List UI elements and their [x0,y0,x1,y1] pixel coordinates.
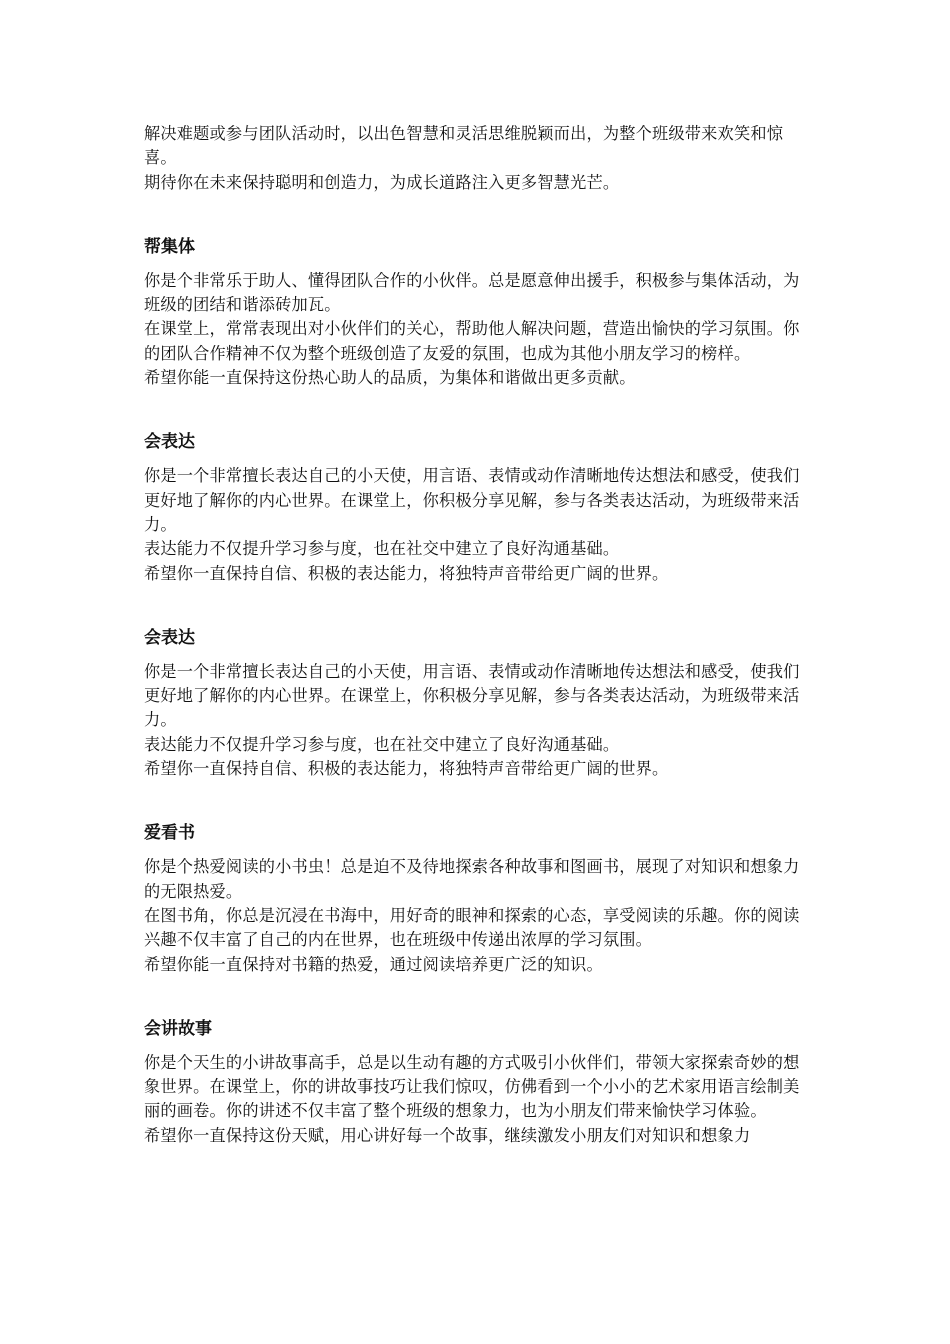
section-heading: 会表达 [144,432,195,453]
paragraph: 希望你能一直保持这份热心助人的品质，为集体和谐做出更多贡献。 [144,368,636,388]
paragraph: 希望你一直保持这份天赋，用心讲好每一个故事，继续激发小朋友们对知识和想象力 [144,1125,751,1145]
paragraph: 你是个热爱阅读的小书虫！总是迫不及待地探索各种故事和图画书，展现了对知识和想象力的无限热爱。 [144,857,800,901]
document-body [144,122,810,1148]
paragraph: 期待你在未来保持聪明和创造力，为成长道路注入更多智慧光芒。 [144,172,620,192]
intro-block [144,122,810,195]
paragraph: 希望你一直保持自信、积极的表达能力，将独特声音带给更广阔的世界。 [144,759,669,779]
section-expression-2 [144,586,810,781]
section-expression-1 [144,390,810,585]
paragraph: 在图书角，你总是沉浸在书海中，用好奇的眼神和探索的心态，享受阅读的乐趣。你的阅读兴趣不仅丰富了自己的内在世界，也在班级中传递出浓厚的学习氛围。 [144,905,800,950]
section-heading: 爱看书 [144,823,195,844]
section-storytelling [144,977,810,1148]
paragraph: 你是个非常乐于助人、懂得团队合作的小伙伴。总是愿意伸出援手，积极参与集体活动，为班级的团结和谐添砖加瓦。 [144,270,800,315]
paragraph: 在课堂上，常常表现出对小伙伴们的关心，帮助他人解决问题，营造出愉快的学习氛围。你的团队合作精神不仅为整个班级创造了友爱的氛围，也成为其他小朋友学习的榜样。 [144,319,800,363]
paragraph: 希望你一直保持自信、积极的表达能力，将独特声音带给更广阔的世界。 [144,563,669,583]
paragraph: 你是一个非常擅长表达自己的小天使，用言语、表情或动作清晰地传达想法和感受，使我们更好地了解你的内心世界。在课堂上，你积极分享见解，参与各类表达活动，为班级带来活力。 [144,661,800,730]
paragraph: 希望你能一直保持对书籍的热爱，通过阅读培养更广泛的知识。 [144,954,603,974]
paragraph: 你是个天生的小讲故事高手，总是以生动有趣的方式吸引小伙伴们，带领大家探索奇妙的想象世界。在课堂上，你的讲故事技巧让我们惊叹，仿佛看到一个小小的艺术家用语言绘制美丽的画卷。你的讲述不仅丰富了整个班级的想象力，也为小朋友们带来愉快学习体验。 [144,1052,800,1121]
section-heading: 帮集体 [144,236,195,257]
section-heading: 会表达 [144,627,195,648]
section-reading [144,781,810,976]
paragraph: 表达能力不仅提升学习参与度，也在社交中建立了良好沟通基础。 [144,734,620,754]
section-help-group [144,195,810,390]
paragraph: 解决难题或参与团队活动时，以出色智慧和灵活思维脱颖而出，为整个班级带来欢笑和惊喜。 [144,124,784,168]
paragraph: 表达能力不仅提升学习参与度，也在社交中建立了良好沟通基础。 [144,539,620,559]
paragraph: 你是一个非常擅长表达自己的小天使，用言语、表情或动作清晰地传达想法和感受，使我们更好地了解你的内心世界。在课堂上，你积极分享见解，参与各类表达活动，为班级带来活力。 [144,466,800,534]
section-heading: 会讲故事 [144,1018,212,1039]
